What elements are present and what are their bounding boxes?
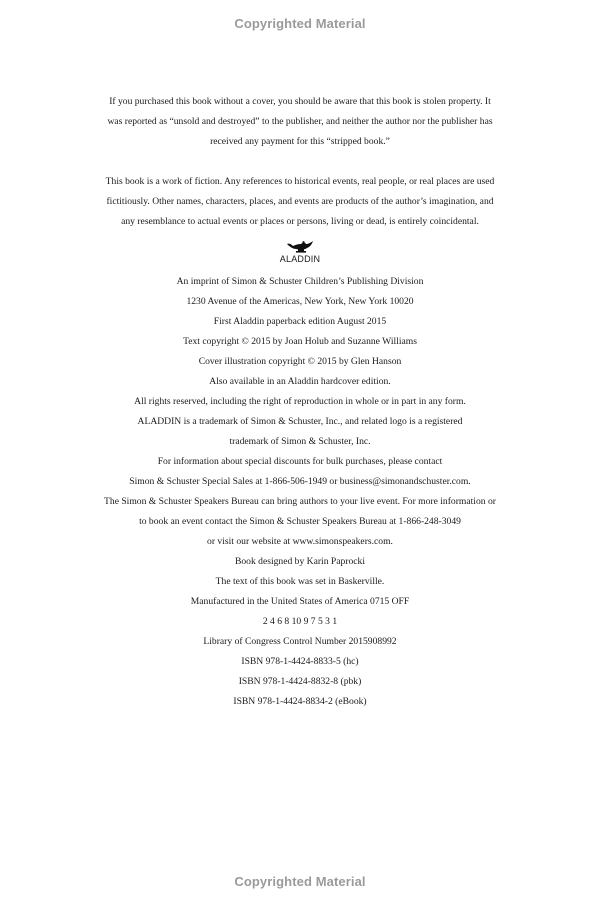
imprint-line: An imprint of Simon & Schuster Children’s Publishing Division	[176, 276, 424, 287]
imprint-line: All rights reserved, including the right of reproduction in whole or in part in any form.	[134, 396, 466, 407]
imprint-line: Book designed by Karin Paprocki	[234, 556, 366, 567]
imprint-line: ALADDIN is a trademark of Simon & Schuster, Inc., and related logo is a registered	[137, 416, 463, 427]
imprint-line: The text of this book was set in Baskerville.	[215, 576, 385, 587]
genie-lamp-icon	[285, 239, 315, 253]
imprint-line: or visit our website at www.simonspeakers.com.	[207, 536, 393, 547]
imprint-line: Cover illustration copyright © 2015 by Glen Hanson	[198, 356, 402, 367]
imprint-line: The Simon & Schuster Speakers Bureau can bring authors to your live event. For more information or	[104, 496, 496, 507]
notice-line: If you purchased this book without a cover, you should be aware that this book is stolen property. It	[109, 96, 491, 107]
imprint-line: For information about special discounts for bulk purchases, please contact	[157, 456, 443, 467]
copyright-watermark-bottom: Copyrighted Material	[234, 874, 366, 889]
imprint-line: Text copyright © 2015 by Joan Holub and Suzanne Williams	[183, 336, 417, 347]
disclaimer-line: any resemblance to actual events or places or persons, living or dead, is entirely coincidental.	[121, 216, 479, 227]
aladdin-logo	[270, 239, 330, 264]
imprint-line: First Aladdin paperback edition August 2015	[213, 316, 387, 327]
notice-line: was reported as “unsold and destroyed” to the publisher, and neither the author nor the publisher has	[107, 116, 493, 127]
disclaimer-line: fictitiously. Other names, characters, places, and events are products of the author’s imagination, and	[106, 196, 494, 207]
fiction-disclaimer	[90, 172, 510, 232]
isbn-line: ISBN 978-1-4424-8833-5 (hc)	[241, 656, 359, 667]
stripped-book-notice	[90, 92, 510, 152]
aladdin-logo-text: ALADDIN	[279, 254, 321, 264]
isbn-line: ISBN 978-1-4424-8832-8 (pbk)	[238, 676, 362, 687]
imprint-line: trademark of Simon & Schuster, Inc.	[229, 436, 371, 447]
imprint-line: Manufactured in the United States of America 0715 OFF	[190, 596, 410, 607]
print-run-line: 2 4 6 8 10 9 7 5 3 1	[262, 616, 338, 627]
notice-line: received any payment for this “stripped book.”	[210, 136, 390, 147]
imprint-line: 1230 Avenue of the Americas, New York, New York 10020	[186, 296, 414, 307]
copyright-imprint	[90, 272, 510, 712]
disclaimer-line: This book is a work of fiction. Any references to historical events, real people, or real places are used	[105, 176, 495, 187]
lccn-line: Library of Congress Control Number 2015908992	[203, 636, 397, 647]
imprint-line: Simon & Schuster Special Sales at 1-866-506-1949 or business@simonandschuster.com.	[129, 476, 471, 487]
isbn-line: ISBN 978-1-4424-8834-2 (eBook)	[233, 696, 367, 707]
imprint-line: Also available in an Aladdin hardcover edition.	[209, 376, 391, 387]
copyright-watermark-top: Copyrighted Material	[234, 16, 366, 31]
imprint-line: to book an event contact the Simon & Schuster Speakers Bureau at 1-866-248-3049	[139, 516, 461, 527]
